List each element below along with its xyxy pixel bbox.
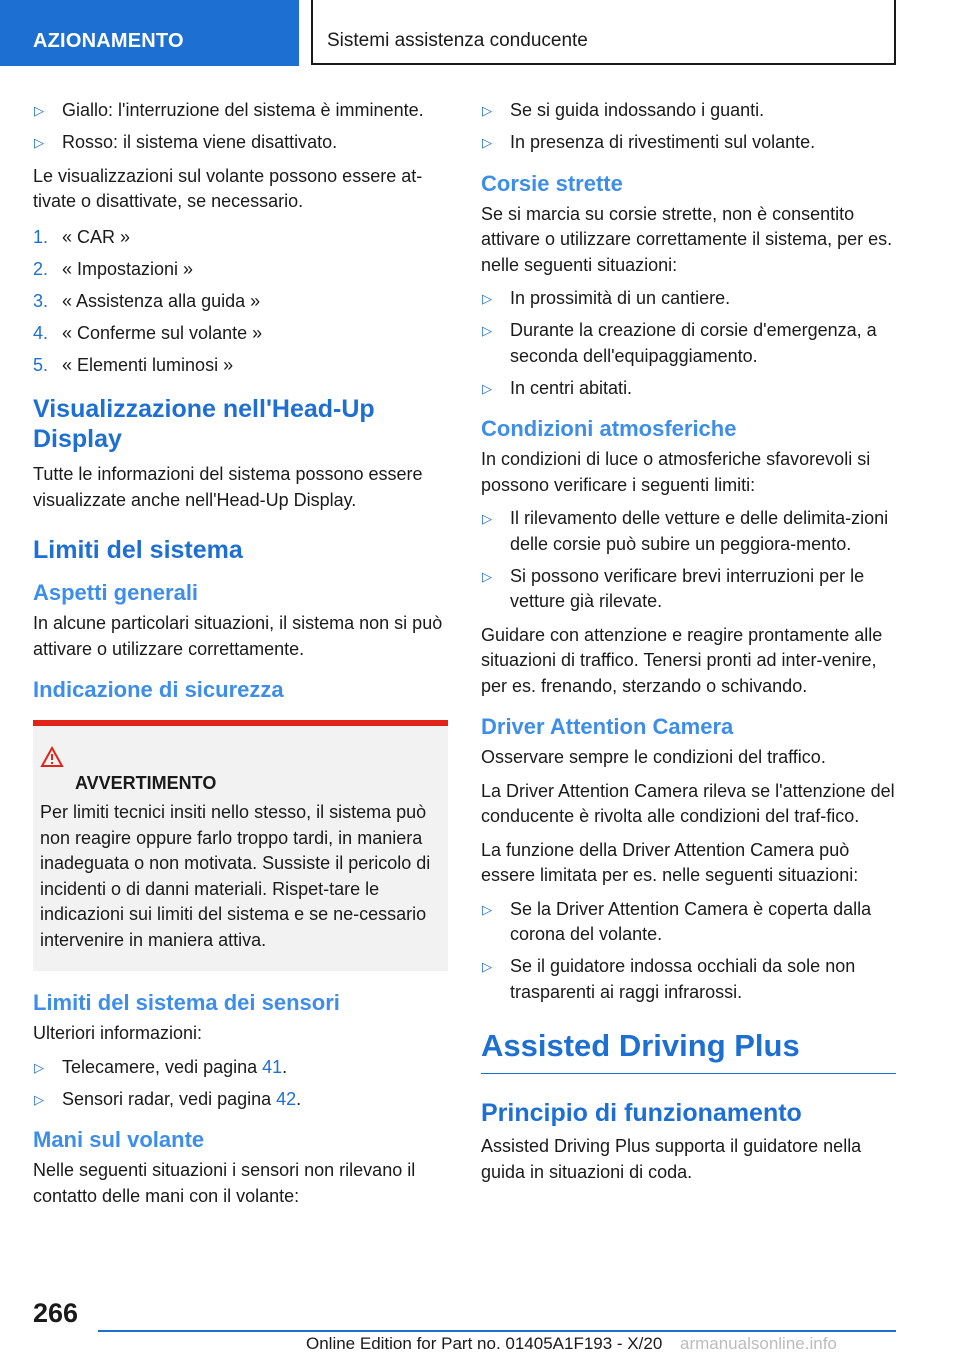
paragraph: In condizioni di luce o atmosferiche sfavorevoli si possono verificare i seguenti limiti: xyxy=(481,449,871,495)
list-item: 2. « Impostazioni » xyxy=(33,258,194,279)
list-item: ▷ Se la Driver Attention Camera è coperta dalla corona del volante. xyxy=(482,898,872,944)
paragraph: La funzione della Driver Attention Camera può essere limitata per es. nelle seguenti situazioni: xyxy=(481,839,859,885)
triangle-bullet-icon: ▷ xyxy=(482,380,492,396)
page-link[interactable]: 41 xyxy=(262,1056,283,1077)
triangle-bullet-icon: ▷ xyxy=(34,103,44,118)
paragraph: In alcune particolari situazioni, il sistema non si può attivare o utilizzare correttamente. xyxy=(33,613,443,659)
paragraph: Ulteriori informazioni: xyxy=(33,1023,203,1043)
section-tab: AZIONAMENTO xyxy=(0,0,299,66)
heading-principio: Principio di funzionamento xyxy=(481,1099,802,1127)
heading-corsie: Corsie strette xyxy=(481,170,623,196)
heading-aspetti: Aspetti generali xyxy=(33,580,199,605)
list-item: ▷ Si possono verificare brevi interruzioni per le vetture già rilevate. xyxy=(482,565,865,611)
status-bullet-list xyxy=(33,98,448,156)
heading-headup: Visualizzazione nell'Head-Up Display xyxy=(33,395,375,453)
references-list xyxy=(33,1055,448,1113)
camera-bullet-list xyxy=(481,897,896,1006)
steps-list xyxy=(33,225,448,379)
list-item: ▷ Sensori radar, vedi pagina 42. xyxy=(33,1087,448,1113)
paragraph: Assisted Driving Plus supporta il guidatore nella guida in situazioni di coda. xyxy=(481,1136,862,1182)
triangle-bullet-icon: ▷ xyxy=(482,511,492,526)
paragraph: Le visualizzazioni sul volante possono essere at-tivate o disattivate, se necessario. xyxy=(33,165,423,211)
paragraph: La Driver Attention Camera rileva se l'attenzione del conducente è rivolta alle condizioni del traf-fico. xyxy=(481,780,895,826)
triangle-bullet-icon: ▷ xyxy=(482,901,492,917)
triangle-bullet-icon: ▷ xyxy=(34,1091,44,1107)
list-item: ▷ Il rilevamento delle vetture e delle delimita-zioni delle corsie può subire un peggiora-mento. xyxy=(482,508,889,554)
gloves-bullet-list xyxy=(481,98,896,156)
paragraph: Nelle seguenti situazioni i sensori non rilevano il contatto delle mani con il volante: xyxy=(33,1160,416,1206)
watermark: armanualsonline.info xyxy=(680,1334,837,1353)
triangle-bullet-icon: ▷ xyxy=(482,959,492,974)
warning-triangle-icon xyxy=(40,746,64,768)
list-item: 1. « CAR » xyxy=(33,226,131,247)
heading-sicurezza: Indicazione di sicurezza xyxy=(33,677,284,702)
paragraph: Osservare sempre le condizioni del traffico. xyxy=(481,747,826,767)
left-column xyxy=(33,98,448,1217)
edition-text: Online Edition for Part no. 01405A1F193 - X/20 xyxy=(306,1334,663,1353)
heading-limiti: Limiti del sistema xyxy=(33,536,243,564)
list-item: ▷ In presenza di rivestimenti sul volante. xyxy=(481,130,896,156)
heading-sensori: Limiti del sistema dei sensori xyxy=(33,990,340,1015)
list-item: ▷ In centri abitati. xyxy=(481,376,896,402)
triangle-bullet-icon: ▷ xyxy=(482,291,492,306)
list-item: 3. « Assistenza alla guida » xyxy=(33,290,261,311)
chapter-title: Sistemi assistenza conducente xyxy=(311,0,896,65)
footer-divider xyxy=(98,1330,896,1332)
heading-assisted-driving: Assisted Driving Plus xyxy=(481,1025,896,1074)
triangle-bullet-icon: ▷ xyxy=(482,103,492,118)
warning-box xyxy=(33,720,448,971)
page-number: 266 xyxy=(33,1298,79,1328)
corsie-bullet-list xyxy=(481,286,896,401)
list-item: ▷ Se il guidatore indossa occhiali da sole non trasparenti ai raggi infrarossi. xyxy=(482,956,856,1002)
triangle-bullet-icon: ▷ xyxy=(34,1059,44,1075)
list-item: 4. « Conferme sul volante » xyxy=(33,322,263,343)
heading-atmo: Condizioni atmosferiche xyxy=(481,416,737,441)
right-column xyxy=(481,98,896,1193)
triangle-bullet-icon: ▷ xyxy=(482,323,492,338)
list-item: ▷ Se si guida indossando i guanti. xyxy=(481,98,896,124)
warning-title: AVVERTIMENTO xyxy=(75,773,217,793)
heading-camera: Driver Attention Camera xyxy=(481,714,734,739)
atmo-bullet-list xyxy=(481,506,896,615)
triangle-bullet-icon: ▷ xyxy=(482,135,492,150)
page-link[interactable]: 42 xyxy=(276,1088,297,1109)
heading-mani: Mani sul volante xyxy=(33,1127,205,1152)
paragraph: Se si marcia su corsie strette, non è consentito attivare o utilizzare correttamente il sistema, per es. nelle seguenti situazioni: xyxy=(481,203,893,275)
triangle-bullet-icon: ▷ xyxy=(482,568,492,584)
triangle-bullet-icon: ▷ xyxy=(34,135,44,150)
list-item: ▷ Rosso: il sistema viene disattivato. xyxy=(33,130,448,156)
list-item: ▷ Durante la creazione di corsie d'emergenza, a seconda dell'equipaggiamento. xyxy=(482,320,877,366)
paragraph: Guidare con attenzione e reagire prontamente alle situazioni di traffico. Tenersi pronti ad inter-venire, per es. frenando, sterzando o schivando. xyxy=(481,624,883,696)
list-item: ▷ In prossimità di un cantiere. xyxy=(481,286,896,312)
list-item: 5. « Elementi luminosi » xyxy=(33,354,234,375)
list-item: ▷ Giallo: l'interruzione del sistema è imminente. xyxy=(33,98,448,124)
warning-text: Per limiti tecnici insiti nello stesso, il sistema può non reagire oppure farlo troppo tardi, in maniera inadeguata o non motivata. Sussiste il pericolo di incidenti o di danni materiali. Rispet-tare le indicazioni sui limiti del sistema e se ne-cessario intervenire in maniera attiva. xyxy=(40,802,431,950)
paragraph: Tutte le informazioni del sistema possono essere visualizzate anche nell'Head-Up Display. xyxy=(33,464,423,510)
list-item: ▷ Telecamere, vedi pagina 41. xyxy=(33,1055,448,1081)
